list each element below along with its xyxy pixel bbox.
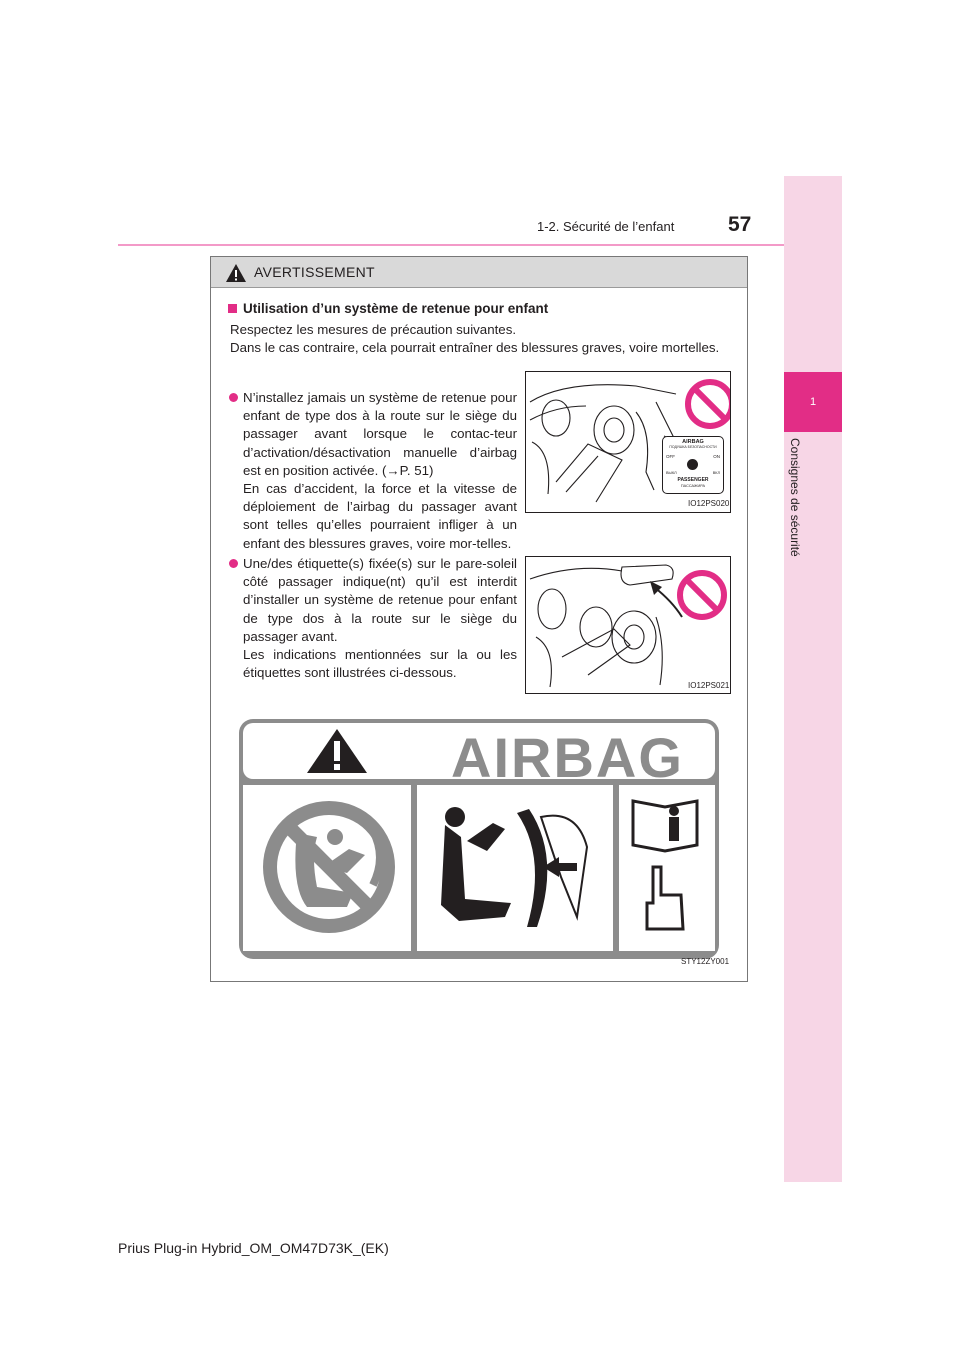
warning-subheading <box>228 301 548 316</box>
figure-code: IO12PS021 <box>688 681 730 690</box>
panel-passenger-alt: ПАССАЖИРА <box>680 484 706 488</box>
no-rear-facing-seat-icon <box>263 801 395 933</box>
subheading-text: Utilisation d’un système de retenue pour enfant <box>243 301 549 316</box>
panel-title: AIRBAG <box>682 439 704 445</box>
header-rule <box>118 244 784 246</box>
warning-title: AVERTISSEMENT <box>254 264 375 280</box>
panel-on-alt: ВКЛ <box>712 471 720 475</box>
sun-visor-illustration <box>526 557 730 693</box>
square-bullet-icon <box>228 304 237 313</box>
bullet-text: Une/des étiquette(s) fixée(s) sur le pare-soleil côté passager indique(nt) qu’il est interdit d’installer un système de retenue pour enfant de type dos à la route sur le siège du passager avant. Les indications mentionnées sur la ou les étiquettes sont illustrées ci-dessous. <box>243 556 517 681</box>
panel-off-alt: ВЫКЛ <box>666 471 677 475</box>
figure-airbag-switch <box>525 371 731 513</box>
warning-intro <box>230 321 750 357</box>
round-bullet-icon <box>229 393 238 402</box>
warning-header <box>211 257 747 288</box>
chapter-tab-number: 1 <box>784 372 842 432</box>
bullet-item <box>229 555 517 682</box>
section-title: 1-2. Sécurité de l’enfant <box>537 219 675 234</box>
intro-line-2: Dans le cas contraire, cela pourrait entraîner des blessures graves, voire mortelles. <box>230 340 720 355</box>
side-tab-strip <box>784 176 842 1182</box>
warning-triangle-icon <box>225 263 247 283</box>
panel-on: ON <box>713 454 720 459</box>
panel-passenger: PASSENGER <box>677 477 709 483</box>
figure-sun-visor <box>525 556 731 694</box>
round-bullet-icon <box>229 559 238 568</box>
intro-line-1: Respectez les mesures de précaution suivantes. <box>230 322 517 337</box>
panel-subtitle: ПОДУШКА БЕЗОПАСНОСТИ <box>669 445 717 449</box>
key-switch-icon <box>687 459 698 470</box>
figure-code: STY12ZY001 <box>681 957 730 966</box>
chapter-tab-label: Consignes de sécurité <box>788 438 802 557</box>
airbag-label-title: AIRBAG <box>451 726 684 789</box>
airbag-switch-panel <box>662 436 724 494</box>
warning-box <box>210 256 748 982</box>
figure-code: IO12PS020 <box>688 499 730 508</box>
footer-model: Prius Plug-in Hybrid_OM_OM47D73K_(EK) <box>118 1240 389 1256</box>
panel-off: OFF <box>666 454 675 459</box>
bullet-item <box>229 389 517 553</box>
page-number: 57 <box>728 213 752 236</box>
bullet-text: N’installez jamais un système de retenue pour enfant de type dos à la route sur le siège du passager avant lorsque le contac-teur d’activation/désactivation manuelle d’airbag est en position activée. (→P. 51) En cas d’accident, la force et la vitesse de déploiement de l’airbag du passager avant sont telles qu’elles pourraient infliger à un enfant des blessures graves, voire mor-telles. <box>243 390 517 551</box>
